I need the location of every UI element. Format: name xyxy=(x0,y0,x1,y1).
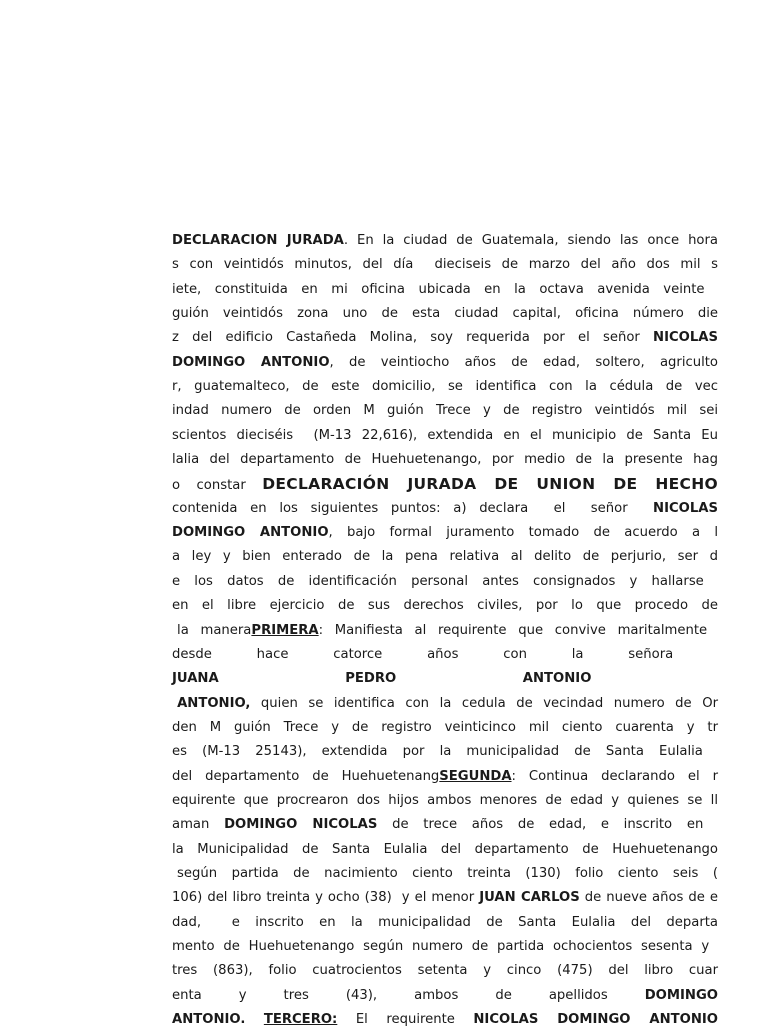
emphasized-text: DOMINGO xyxy=(644,987,718,1003)
text-line xyxy=(172,399,718,423)
text-line xyxy=(172,594,718,618)
text-line xyxy=(172,570,718,594)
text-line xyxy=(172,326,718,350)
text-line xyxy=(172,911,718,935)
text-line xyxy=(172,278,718,302)
clause-heading: TERCERO: xyxy=(263,1012,338,1027)
text-run: quien se identifica con la cedula de vecindad numero de Or xyxy=(250,695,718,711)
text-line xyxy=(172,1008,718,1032)
text-line xyxy=(172,862,718,886)
text-run: guión veintidós zona uno de esta ciudad capital, oficina número die xyxy=(172,306,718,322)
emphasized-text: NICOLAS xyxy=(653,330,718,346)
emphasized-text: ANTONIO, xyxy=(172,695,251,711)
emphasized-text: JUANA PEDRO ANTONIO xyxy=(172,671,718,687)
emphasized-text: NICOLAS DOMINGO ANTONIO xyxy=(473,1012,718,1027)
text-line xyxy=(172,643,718,667)
text-line xyxy=(172,375,718,399)
emphasized-text: DOMINGO NICOLAS xyxy=(224,817,378,833)
text-run: contenida en los siguientes puntos: a) declara el señor xyxy=(172,500,654,516)
emphasized-text: DECLARACIÓN JURADA DE UNION DE HECHO xyxy=(262,475,718,494)
text-line xyxy=(172,351,718,375)
text-run: : Manifiesta al requirente que convive maritalmente xyxy=(318,622,718,638)
text-run: en el libre ejercicio de sus derechos civiles, por lo que procedo de xyxy=(172,598,718,614)
text-run: tres (863), folio cuatrocientos setenta y cinco (475) del libro cuar xyxy=(172,963,718,979)
emphasized-text: DOMINGO ANTONIO xyxy=(172,525,329,541)
text-line xyxy=(172,667,718,691)
text-line xyxy=(172,497,718,521)
text-run: desde hace catorce años con la señora xyxy=(172,646,718,662)
text-line xyxy=(172,935,718,959)
text-line xyxy=(172,521,718,545)
text-run: den M guión Trece y de registro veinticinco mil ciento cuarenta y tr xyxy=(172,719,718,735)
text-run: enta y tres (43), ambos de apellidos xyxy=(172,987,645,1003)
text-run: , bajo formal juramento tomado de acuerdo a l xyxy=(328,525,718,541)
text-line xyxy=(172,448,718,472)
text-run: o constar xyxy=(172,478,263,494)
text-line xyxy=(172,984,718,1008)
text-line xyxy=(172,765,718,789)
text-run: , de veintiocho años de edad, soltero, agriculto xyxy=(329,354,718,370)
text-run: aman xyxy=(172,817,225,833)
text-run: la manera xyxy=(172,622,252,638)
text-line xyxy=(172,229,718,253)
text-run: : Continua declarando el r xyxy=(511,768,718,784)
text-run: equirente que procrearon dos hijos ambos menores de edad y quienes se ll xyxy=(172,792,718,808)
text-line xyxy=(172,545,718,569)
text-line xyxy=(172,789,718,813)
text-run: dad, e inscrito en la municipalidad de Santa Eulalia del departa xyxy=(172,914,718,930)
emphasized-text: DOMINGO ANTONIO xyxy=(172,354,330,370)
text-run: scientos dieciséis (M-13 22,616), extendida en el municipio de Santa Eu xyxy=(172,427,718,443)
emphasized-text: ANTONIO. xyxy=(172,1012,246,1027)
text-line xyxy=(172,740,718,764)
text-run: 106) del libro treinta y ocho (38) y el menor xyxy=(172,890,480,906)
text-run: . En la ciudad de Guatemala, siendo las once hora xyxy=(343,233,718,248)
text-run: s con veintidós minutos, del día dieciseis de marzo del año dos mil s xyxy=(172,257,718,273)
text-line xyxy=(172,959,718,983)
text-line xyxy=(172,302,718,326)
text-line xyxy=(172,253,718,277)
text-run: según partida de nacimiento ciento treinta (130) folio ciento seis ( xyxy=(172,865,718,881)
text-run: del departamento de Huehuetenang xyxy=(172,768,440,784)
clause-heading: PRIMERA xyxy=(251,622,319,638)
text-run: de nueve años de e xyxy=(579,890,718,906)
text-line xyxy=(172,424,718,448)
text-run: e los datos de identificación personal antes consignados y hallarse xyxy=(172,573,718,589)
text-run: lalia del departamento de Huehuetenango, por medio de la presente hag xyxy=(172,452,718,468)
text-line xyxy=(172,838,718,862)
text-run: a ley y bien enterado de la pena relativa al delito de perjurio, ser d xyxy=(172,549,718,565)
text-run: mento de Huehuetenango según numero de partida ochocientos sesenta y xyxy=(172,938,718,954)
text-line xyxy=(172,692,718,716)
text-run: de trece años de edad, e inscrito en xyxy=(377,817,719,833)
text-run xyxy=(245,1012,264,1027)
text-run: es (M-13 25143), extendida por la municipalidad de Santa Eulalia xyxy=(172,744,718,760)
text-run: indad numero de orden M guión Trece y de registro veintidós mil sei xyxy=(172,403,718,419)
text-run: r, guatemalteco, de este domicilio, se identifica con la cédula de vec xyxy=(172,379,718,395)
text-line xyxy=(172,472,718,496)
text-line xyxy=(172,813,718,837)
emphasized-text: NICOLAS xyxy=(653,500,718,516)
text-run: iete, constituida en mi oficina ubicada en la octava avenida veinte xyxy=(172,281,718,297)
text-run: z del edificio Castañeda Molina, soy requerida por el señor xyxy=(172,330,654,346)
text-run: la Municipalidad de Santa Eulalia del departamento de Huehuetenango xyxy=(172,841,718,857)
text-run: El requirente xyxy=(337,1012,474,1027)
declaration-body-text xyxy=(172,229,718,1032)
clause-heading: SEGUNDA xyxy=(439,768,512,784)
emphasized-text: JUAN CARLOS xyxy=(479,890,580,906)
text-line xyxy=(172,619,718,643)
text-line xyxy=(172,716,718,740)
emphasized-text: DECLARACION JURADA xyxy=(172,233,344,248)
text-line xyxy=(172,886,718,910)
